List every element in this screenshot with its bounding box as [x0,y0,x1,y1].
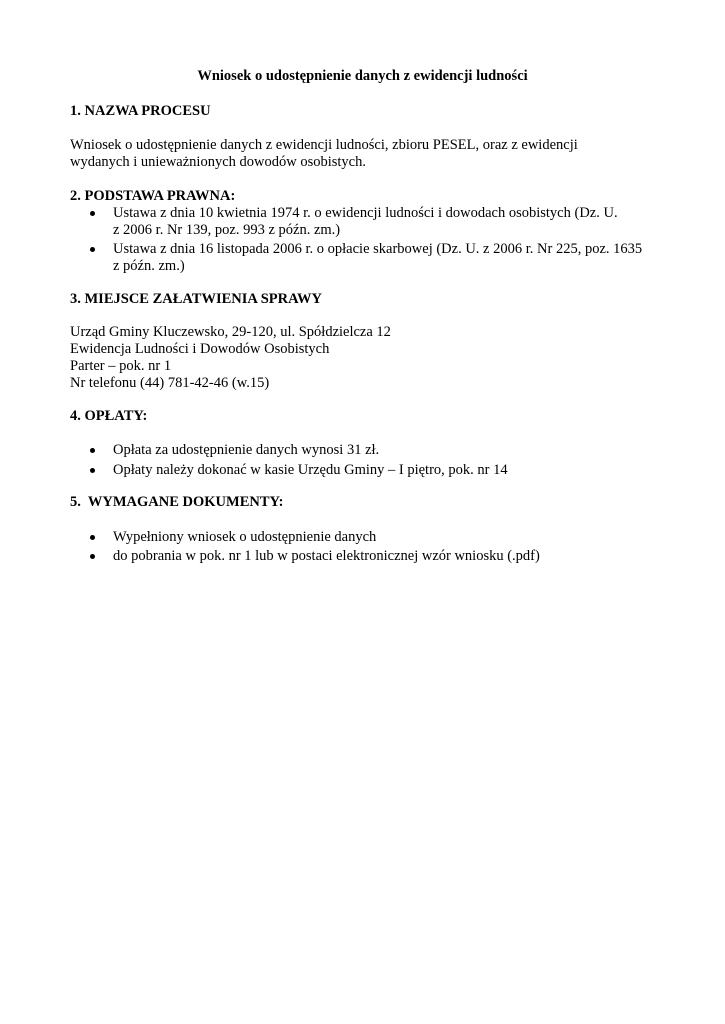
phone-line: Nr telefonu (44) 781-42-46 (w.15) [70,375,270,391]
section-heading-fees: 4. OPŁATY: [70,408,148,424]
list-item [0,442,700,459]
list-item-text: z 2006 r. Nr 139, poz. 993 z późn. zm.) [113,222,341,238]
place-paragraph [70,324,660,392]
list-item-text: Ustawa z dnia 10 kwietnia 1974 r. o ewidencji ludności i dowodach osobistych (Dz. U. [113,205,618,221]
list-item [0,548,700,565]
fees-list [0,442,700,479]
section-heading-process-name: 1. NAZWA PROCESU [70,103,211,119]
bullet-icon [90,247,95,252]
list-item-text: Wypełniony wniosek o udostępnienie danych [113,529,377,545]
room-line: Parter – pok. nr 1 [70,358,172,374]
list-item [0,241,700,275]
list-item-text: z późn. zm.) [113,258,185,274]
list-item [0,462,700,479]
list-item [0,205,700,239]
document-title: Wniosek o udostępnienie danych z ewidencji ludności [197,68,528,84]
bullet-icon [90,535,95,540]
bullet-icon [90,448,95,453]
legal-basis-list [0,205,700,275]
bullet-icon [90,211,95,216]
bullet-icon [90,554,95,559]
list-item-text: Opłaty należy dokonać w kasie Urzędu Gminy – I piętro, pok. nr 14 [113,462,508,478]
paragraph-line: Wniosek o udostępnienie danych z ewidencji ludności, zbioru PESEL, oraz z ewidencji [70,137,578,153]
list-item-text: Opłata za udostępnienie danych wynosi 31 zł. [113,442,380,458]
required-documents-list [0,529,700,565]
paragraph-line: wydanych i unieważnionych dowodów osobistych. [70,154,366,170]
list-item-text: do pobrania w pok. nr 1 lub w postaci elektronicznej wzór wniosku (.pdf) [113,548,540,564]
department-line: Ewidencja Ludności i Dowodów Osobistych [70,341,330,357]
list-item-text: Ustawa z dnia 16 listopada 2006 r. o opłacie skarbowej (Dz. U. z 2006 r. Nr 225, poz. 1635 [113,241,643,257]
bullet-icon [90,468,95,473]
address-line: Urząd Gminy Kluczewsko, 29-120, ul. Spółdzielcza 12 [70,324,391,340]
list-item [0,529,700,546]
section-heading-required-documents: 5. WYMAGANE DOKUMENTY: [70,494,284,510]
process-name-paragraph [70,137,660,171]
section-heading-place: 3. MIEJSCE ZAŁATWIENIA SPRAWY [70,291,322,307]
section-heading-legal-basis: 2. PODSTAWA PRAWNA: [70,188,236,204]
